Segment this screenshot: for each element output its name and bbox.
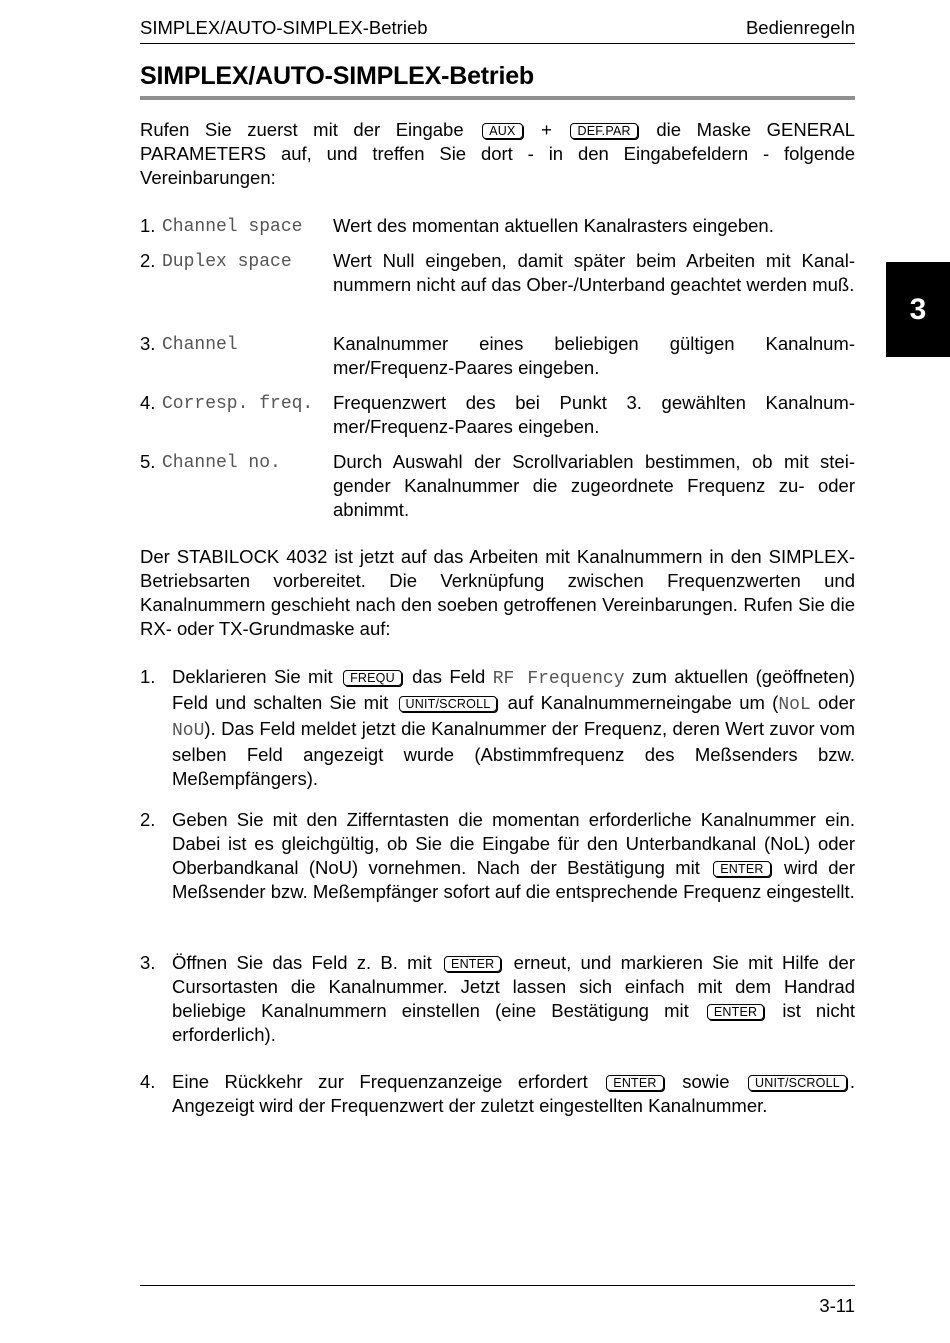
- step-text: [172, 951, 855, 1047]
- step-number: 1.: [140, 666, 156, 687]
- definition-term: Channel space: [162, 217, 303, 237]
- definition-description: Wert des momentan aktuellen Kanalrasters eingeben.: [333, 215, 774, 236]
- definition-term: Corresp. freq.: [162, 394, 314, 414]
- intro-text-2: die Maske GENERAL PARAMETERS auf, und treffen Sie dort - in den Eingabefeldern - folgende Vereinbarungen:: [140, 119, 856, 188]
- step-text-part: Eine Rückkehr zur Frequenzanzeige erfordert: [172, 1071, 588, 1092]
- enter-key: ENTER: [606, 1075, 663, 1091]
- def-par-key: DEF.PAR: [570, 123, 637, 139]
- definition-number: 4.: [140, 392, 156, 413]
- step-text-part: erneut, und markieren Sie mit Hilfe der Cursortasten die Kanalnummer. Jetzt lassen sich einfach mit dem Handrad beliebige Kanalnummern einstellen (eine Bestätigung mit: [172, 952, 855, 1021]
- step-number: 4.: [140, 1071, 156, 1092]
- definition-number: 3.: [140, 333, 156, 354]
- step-text-part: Deklarieren Sie mit: [172, 666, 333, 687]
- step-text: [172, 808, 855, 904]
- step-text-part: oder: [810, 692, 856, 713]
- frequ-key: FREQU: [343, 670, 402, 686]
- step-text-part: Öffnen Sie das Feld z. B. mit: [172, 952, 432, 973]
- definition-term: Duplex space: [162, 252, 292, 272]
- definition-number: 1.: [140, 215, 156, 236]
- chapter-tab-number: 3: [909, 292, 927, 326]
- step-text: [172, 665, 855, 791]
- step-text-part: ist nicht erforderlich).: [172, 1000, 856, 1045]
- unit-scroll-key: UNIT/SCROLL: [748, 1075, 847, 1091]
- running-header-chapter: Bedienregeln: [745, 17, 855, 38]
- definition-description: Kanalnummer eines beliebigen gültigen Kanalnummer/Frequenz-Paares eingeben.: [333, 333, 855, 378]
- definition-description: Wert Null eingeben, damit später beim Arbeiten mit Kanalnummern nicht auf das Ober-/Unterband geachtet werden muß.: [333, 250, 855, 295]
- definition-number: 5.: [140, 451, 156, 472]
- running-header-section: SIMPLEX/AUTO-SIMPLEX-Betrieb: [140, 17, 428, 38]
- nol-label: NoL: [778, 695, 811, 715]
- preparation-paragraph: Der STABILOCK 4032 ist jetzt auf das Arbeiten mit Kanalnummern in den SIMPLEX-Betriebsarten vorbereitet. Die Verknüpfung zwischen Frequenzwerten und Kanalnummern geschieht nach den soeben getroffenen Vereinbarungen. Rufen Sie die RX- oder TX-Grundmaske auf:: [140, 546, 855, 639]
- step-number: 2.: [140, 809, 156, 830]
- header-divider: [140, 43, 855, 44]
- title-underline: [140, 96, 855, 100]
- intro-text-1: Rufen Sie zuerst mit der Eingabe: [140, 119, 464, 140]
- enter-key: ENTER: [707, 1004, 764, 1020]
- step-text-part: das Feld: [412, 666, 486, 687]
- footer-divider: [140, 1285, 855, 1286]
- definition-term: Channel no.: [162, 453, 281, 473]
- step-text: [172, 1070, 855, 1118]
- chapter-tab: [886, 262, 950, 357]
- enter-key: ENTER: [713, 861, 770, 877]
- nou-label: NoU: [172, 721, 205, 741]
- definition-term: Channel: [162, 335, 238, 355]
- intro-paragraph: [140, 118, 855, 190]
- definition-description: Frequenzwert des bei Punkt 3. gewählten Kanalnummer/Frequenz-Paares eingeben.: [333, 392, 855, 437]
- enter-key: ENTER: [444, 956, 501, 972]
- definition-description: Durch Auswahl der Scrollvariablen bestimmen, ob mit steigender Kanalnummer die zugeordnete Frequenz zu- oder abnimmt.: [333, 451, 855, 520]
- page-title: SIMPLEX/AUTO-SIMPLEX-Betrieb: [140, 62, 534, 90]
- step-text-part: Geben Sie mit den Zifferntasten die momentan erforderliche Kanalnummer ein. Dabei ist es gleichgültig, ob Sie die Eingabe für den Unterbandkanal (NoL) oder Oberbandkanal (NoU) vornehmen. Nach der Bestätigung mit: [172, 809, 855, 878]
- step-text-part: sowie: [682, 1071, 730, 1092]
- step-text-part: ). Das Feld meldet jetzt die Kanalnummer der Frequenz, deren Wert zuvor vom selben Feld angezeigt wurde (Abstimmfrequenz des Meßsenders bzw. Meßempfängers).: [172, 718, 855, 789]
- plus-sign: +: [541, 119, 552, 140]
- unit-scroll-key: UNIT/SCROLL: [399, 696, 498, 712]
- step-text-part: wird der Meßsender bzw. Meßempfänger sofort auf die entsprechende Frequenz eingestellt.: [172, 857, 856, 902]
- definition-number: 2.: [140, 250, 156, 271]
- step-text-part: zum aktuellen (geöffneten) Feld und schalten Sie mit: [172, 666, 856, 713]
- step-text-part: . Angezeigt wird der Frequenzwert der zuletzt eingestellten Kanalnummer.: [172, 1071, 856, 1116]
- running-header: [140, 16, 855, 40]
- step-text-part: auf Kanalnummerneingabe um (: [507, 692, 779, 713]
- page-number: 3-11: [819, 1295, 855, 1316]
- aux-key: AUX: [482, 123, 522, 139]
- field-name: RF Frequency: [492, 669, 625, 689]
- step-number: 3.: [140, 952, 156, 973]
